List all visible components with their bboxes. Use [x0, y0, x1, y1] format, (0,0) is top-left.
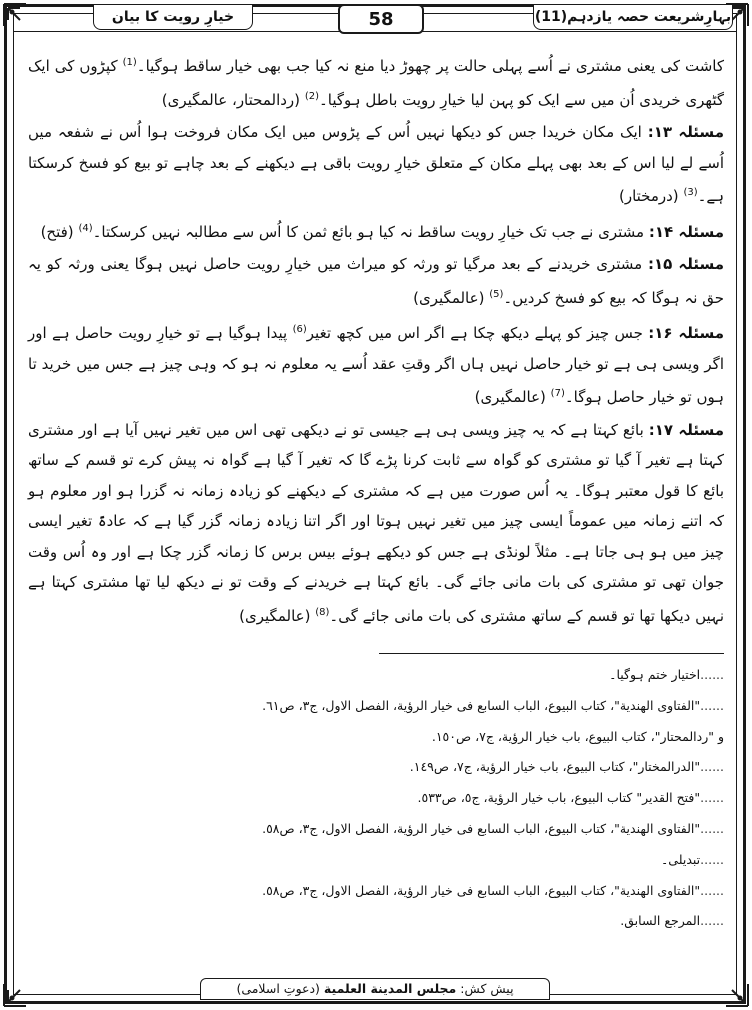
paragraph-text: کپڑوں کی ایک گٹھری خریدی اُن میں سے ایک کو پہن لیا خیارِ رویت باطل ہوگیا۔ [28, 57, 724, 109]
footnote-item: ......تبدیلی۔ [660, 851, 724, 867]
footer-publisher: مجلس المدينة العلمية [323, 981, 457, 996]
paragraph-text: جس چیز کو پہلے دیکھ چکا ہے اگر اس میں کچھ تغیر [306, 324, 643, 342]
paragraph [28, 117, 724, 212]
masala-label: مسئلہ ۱۶: [648, 324, 724, 342]
masala-label: مسئلہ ۱۳: [647, 123, 724, 141]
body-text [28, 48, 724, 633]
paragraph-text: ایک مکان خریدا جس کو دیکھا نہیں اُس کے پڑوس میں ایک مکان فروخت ہوا اُس نے شفعہ میں اُسے لے لیا اس کے بعد بھی پہلے مکان کے متعلق خیارِ رویت باقی ہے دیکھنے کے بعد چاہے تو بیع کو فسخ کرسکتا ہے۔ [28, 123, 724, 205]
corner-ornament-icon [724, 982, 750, 1008]
corner-ornament-icon [2, 982, 28, 1008]
book-title: بہارِشریعت حصہ یازدہم(11) [533, 4, 733, 30]
paragraph [28, 415, 724, 632]
masala-label: مسئلہ ۱۴: [648, 222, 724, 241]
paragraph [28, 249, 724, 313]
chapter-title: خیارِ رویت کا بیان [93, 4, 253, 30]
source-citation: (عالمگیری) [239, 606, 311, 625]
footnote-ref: (1) [122, 57, 137, 68]
footnote-item: ......"الفتاوی الهندية"، كتاب البيوع، الباب السابع فی خيار الرؤية، الفصل الاول، ج٣، ص٥٨. [262, 820, 724, 836]
footnote-ref: (5) [489, 288, 504, 300]
page-footer [200, 978, 550, 1000]
footnote-ref: (3) [683, 187, 698, 198]
masala-label: مسئلہ ۱۵: [647, 255, 724, 273]
source-citation: (عالمگیری) [474, 388, 546, 406]
footnote-item: ......اختیار ختم ہوگیا۔ [609, 667, 724, 682]
footnote-item: ......"الفتاوی الهندية"، كتاب البيوع، الباب السابع فی خيار الرؤية، الفصل الاول، ج٣، ص٦١. [262, 697, 724, 713]
page-number: 58 [338, 4, 424, 34]
footnote-item: ......"الدرالمختار"، كتاب البيوع، باب خيار الرؤية، ج٧، ص١٤٩. [409, 759, 724, 775]
paragraph-text: پیدا ہوگیا ہے تو خیارِ رویت حاصل ہے اور اگر ویسی ہی ہے تو خیار حاصل نہیں ہاں اگر وقتِ عقد اُسے یہ معلوم نہ ہو کہ وہی چیز ہے جس میں خرید تا ہوں تو خیار حاصل ہوگا۔ [28, 324, 724, 406]
source-citation: (ردالمحتار، عالمگیری) [161, 90, 301, 109]
footer-presenter: پیش کش: [460, 981, 514, 996]
masala-label: مسئلہ ۱۷: [648, 420, 724, 439]
paragraph-text: مشتری خریدنے کے بعد مرگیا تو ورثہ کو میراث میں خیارِ رویت حاصل نہیں ہوگا یعنی ورثہ کو یہ حق نہ ہوگا کہ بیع کو فسخ کردیں۔ [28, 255, 724, 307]
paragraph-text: مشتری نے جب تک خیارِ رویت ساقط نہ کیا ہو بائع ثمن کا اُس سے مطالبہ نہیں کرسکتا۔ [92, 222, 645, 241]
paragraph [28, 315, 724, 413]
source-citation: (فتح) [40, 222, 74, 241]
page-header [13, 4, 737, 32]
footnote-item: و "ردالمحتار"، كتاب البيوع، باب خيار الرؤية، ج٧، ص١٥٠. [431, 728, 724, 744]
source-citation: (عالمگیری) [413, 288, 485, 307]
footnote-item: ......"الفتاوی الهندية"، كتاب البيوع، الباب السابع فی خيار الرؤية، الفصل الاول، ج٣، ص٥٨. [262, 882, 724, 898]
footnote-ref: (6) [292, 324, 307, 335]
paragraph-text: بائع کہتا ہے کہ یہ چیز ویسی ہی ہے جیسی تو نے دیکھی تھی اس میں تغیر نہیں آیا ہے اور مشتری کہتا ہے تغیر آ گیا تو مشتری کو گواہ سے ثابت کرنا پڑے گا کہ تغیر آ گیا ہے گواہ نہ پیش کرے تو قسم کے ساتھ بائع کا قول معتبر ہوگا۔ یہ اُس صورت میں ہے کہ مشتری کے دیکھنے کو زیادہ زمانہ نہ گزرا ہو اور معلوم ہو کہ اتنے زمانہ میں عموماً ایسی چیز میں تغیر نہیں ہوتا اور اگر اتنا زیادہ زمانہ گزر گیا ہے کہ عادۃً تغیر ایسی چیز میں ہو ہی جاتا ہے۔ مثلاً لونڈی ہے جس کو دیکھے ہوئے بیس برس کا زمانہ گزر چکا ہے اور وہ اُس وقت جوان تھی تو مشتری کی بات مانی جائے گی۔ بائع کہتا ہے خریدنے کے وقت تو نے دیکھ لیا تھا مشتری کہتا ہے نہیں دیکھا تھا تو قسم کے ساتھ مشتری کی بات مانی جائے گی۔ [28, 420, 724, 625]
footnote-ref: (8) [315, 606, 330, 618]
footnotes [44, 660, 724, 937]
footnote-ref: (2) [304, 90, 319, 102]
footnote-ref: (4) [78, 222, 93, 234]
footnote-item: ......المرجع السابق. [620, 913, 724, 929]
footer-org: (دعوتِ اسلامی) [236, 981, 320, 996]
paragraph-text: کاشت کی یعنی مشتری نے اُسے پہلی حالت پر چھوڑ دیا منع نہ کیا جب بھی خیار ساقط ہوگیا۔ [136, 57, 724, 75]
paragraph [28, 48, 724, 115]
source-citation: (درمختار) [618, 187, 679, 205]
paragraph [28, 214, 724, 248]
footnote-divider [379, 653, 724, 654]
footnote-item: ......"فتح القدير" كتاب البيوع، باب خيار الرؤية، ج٥، ص٥٣٣. [417, 790, 724, 806]
footnote-ref: (7) [550, 388, 565, 399]
